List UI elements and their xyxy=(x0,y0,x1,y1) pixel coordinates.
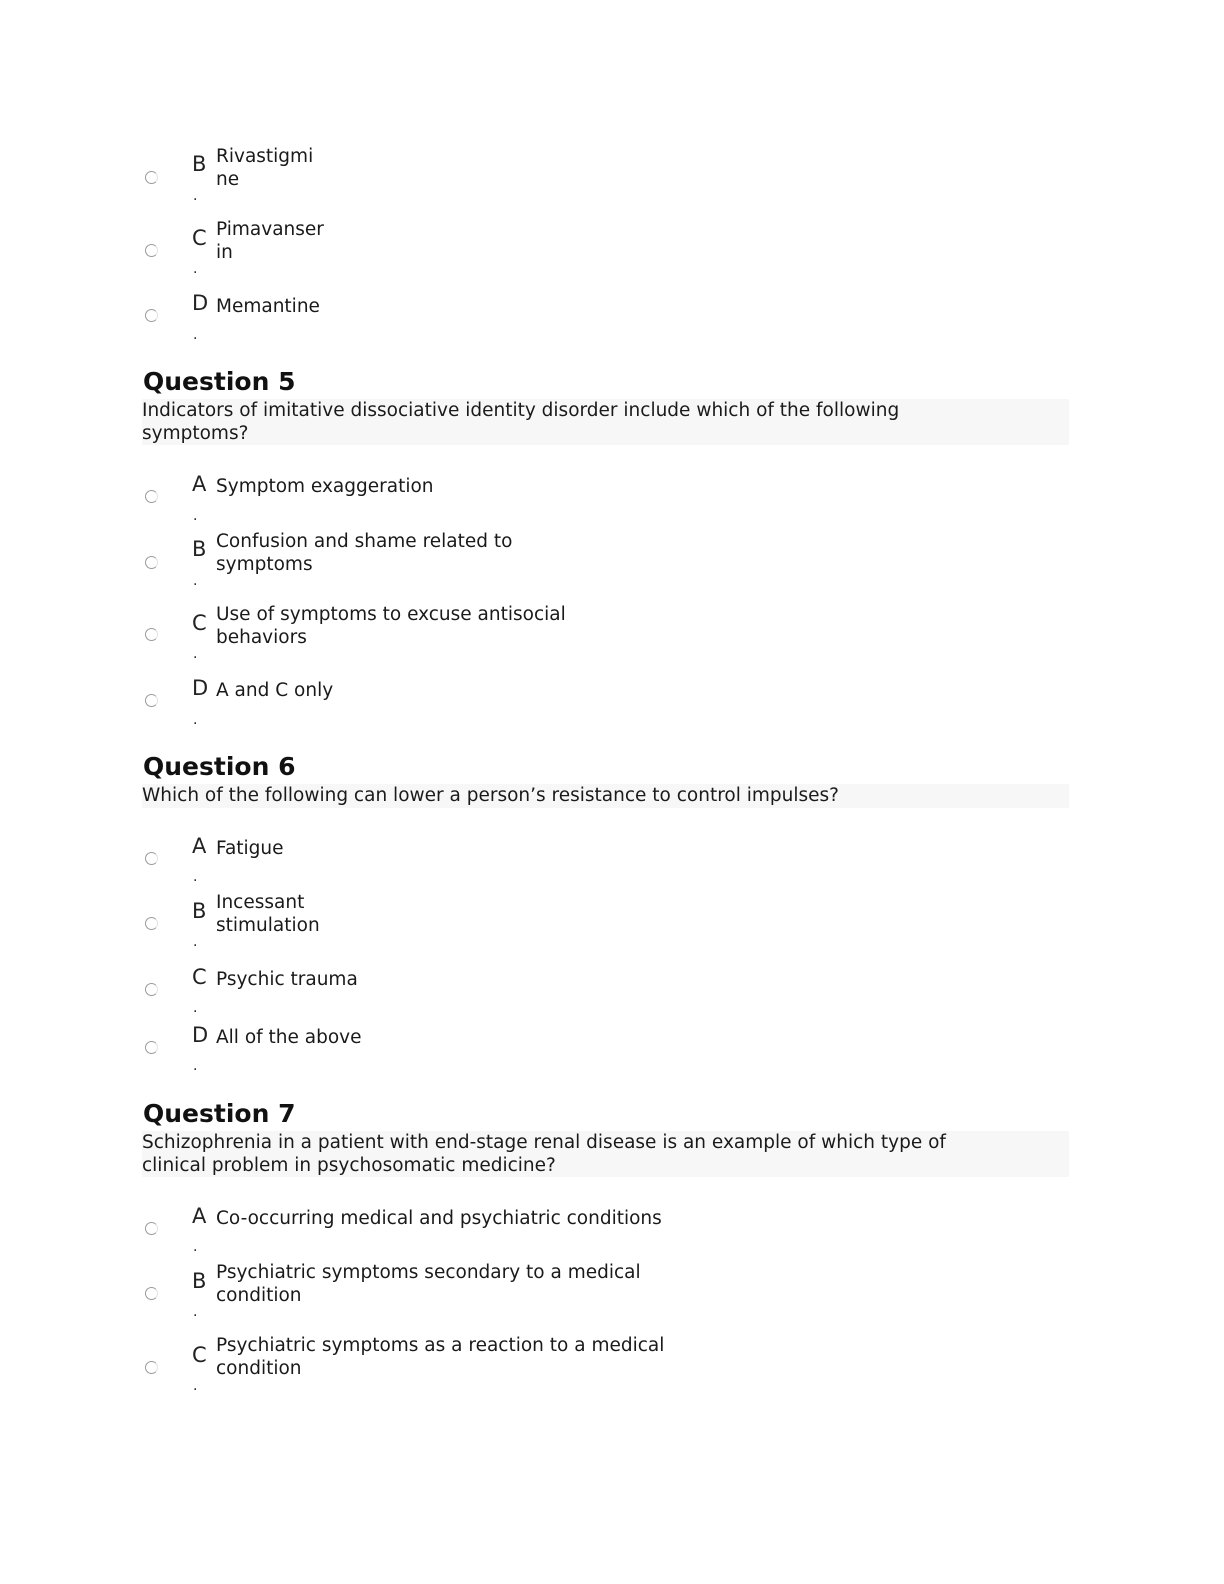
question-text xyxy=(142,1131,1069,1177)
question-title: Question 7 xyxy=(143,1099,296,1128)
option-text: Psychic trauma xyxy=(216,969,358,990)
option-dot: . xyxy=(193,646,198,662)
radio-button[interactable] xyxy=(145,852,158,865)
option-letter: A xyxy=(192,1204,207,1228)
radio-button[interactable] xyxy=(145,556,158,569)
option-letter: B xyxy=(192,1269,207,1293)
option-dot: . xyxy=(193,1378,198,1394)
option-dot: . xyxy=(193,869,198,885)
radio-button[interactable] xyxy=(145,983,158,996)
question-text-line: Schizophrenia in a patient with end-stage renal disease is an example of which type of xyxy=(142,1132,946,1153)
option-letter: C xyxy=(192,1343,207,1367)
option-text-cont: ne xyxy=(216,169,240,190)
question-text-line: symptoms? xyxy=(142,423,249,444)
radio-button[interactable] xyxy=(145,1041,158,1054)
option-text: Co-occurring medical and psychiatric conditions xyxy=(216,1208,662,1229)
option-dot: . xyxy=(193,573,198,589)
option-letter: C xyxy=(192,611,207,635)
option-text: Use of symptoms to excuse antisocial xyxy=(216,604,566,625)
question-text xyxy=(142,399,1069,445)
question-text-line: Which of the following can lower a person’s resistance to control impulses? xyxy=(142,785,839,806)
question-title: Question 6 xyxy=(143,752,296,781)
question-text xyxy=(142,784,1069,808)
question-title: Question 5 xyxy=(143,367,296,396)
option-letter: C xyxy=(192,226,207,250)
radio-button[interactable] xyxy=(145,309,158,322)
radio-button[interactable] xyxy=(145,917,158,930)
option-text-cont: in xyxy=(216,242,233,263)
option-dot: . xyxy=(193,1058,198,1074)
option-letter: B xyxy=(192,899,207,923)
option-dot: . xyxy=(193,1239,198,1255)
option-text-cont: condition xyxy=(216,1358,302,1379)
option-text: Pimavanser xyxy=(216,219,324,240)
option-letter: D xyxy=(192,1023,209,1047)
radio-button[interactable] xyxy=(145,171,158,184)
option-dot: . xyxy=(193,188,198,204)
question-text-line: Indicators of imitative dissociative identity disorder include which of the following xyxy=(142,400,900,421)
option-dot: . xyxy=(193,508,198,524)
option-dot: . xyxy=(193,934,198,950)
option-text: Memantine xyxy=(216,296,320,317)
radio-button[interactable] xyxy=(145,244,158,257)
option-letter: D xyxy=(192,676,209,700)
option-text-cont: symptoms xyxy=(216,554,313,575)
option-dot: . xyxy=(193,327,198,343)
option-letter: B xyxy=(192,152,207,176)
option-text-cont: stimulation xyxy=(216,915,320,936)
option-letter: A xyxy=(192,472,207,496)
radio-button[interactable] xyxy=(145,1361,158,1374)
radio-button[interactable] xyxy=(145,490,158,503)
radio-button[interactable] xyxy=(145,1287,158,1300)
option-dot: . xyxy=(193,261,198,277)
option-text: Psychiatric symptoms as a reaction to a medical xyxy=(216,1335,665,1356)
radio-button[interactable] xyxy=(145,1222,158,1235)
option-dot: . xyxy=(193,1000,198,1016)
option-text-cont: condition xyxy=(216,1285,302,1306)
option-text-cont: behaviors xyxy=(216,627,307,648)
option-text: Confusion and shame related to xyxy=(216,531,513,552)
question-text-line: clinical problem in psychosomatic medicine? xyxy=(142,1155,556,1176)
option-text: Incessant xyxy=(216,892,305,913)
radio-button[interactable] xyxy=(145,694,158,707)
option-text: Fatigue xyxy=(216,838,284,859)
option-letter: A xyxy=(192,834,207,858)
option-text: Psychiatric symptoms secondary to a medical xyxy=(216,1262,641,1283)
option-text: A and C only xyxy=(216,680,334,701)
option-letter: C xyxy=(192,965,207,989)
option-letter: B xyxy=(192,537,207,561)
option-dot: . xyxy=(193,1304,198,1320)
option-text: Rivastigmi xyxy=(216,146,314,167)
radio-button[interactable] xyxy=(145,628,158,641)
option-dot: . xyxy=(193,712,198,728)
option-text: All of the above xyxy=(216,1027,362,1048)
option-text: Symptom exaggeration xyxy=(216,476,434,497)
option-letter: D xyxy=(192,291,209,315)
